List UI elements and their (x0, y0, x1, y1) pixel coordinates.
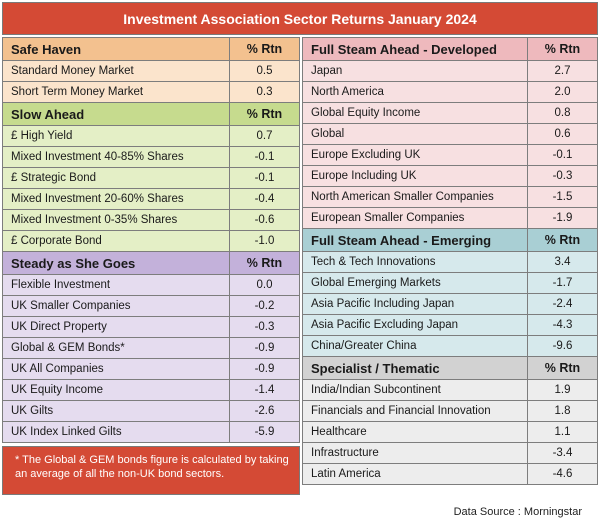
sector-name: £ Corporate Bond (3, 231, 230, 252)
left-sector-table (2, 37, 300, 443)
table-row (3, 275, 300, 296)
section-title: Safe Haven (3, 38, 230, 61)
sector-return: -0.2 (230, 296, 300, 317)
sector-return: -2.4 (528, 294, 598, 315)
sector-name: Global Emerging Markets (303, 273, 528, 294)
sector-name: UK All Companies (3, 359, 230, 380)
sector-name: Europe Including UK (303, 166, 528, 187)
sector-name: Healthcare (303, 422, 528, 443)
table-row (3, 338, 300, 359)
sector-return: 0.0 (230, 275, 300, 296)
sector-return: 0.5 (230, 61, 300, 82)
sector-name: Mixed Investment 20-60% Shares (3, 189, 230, 210)
table-row (303, 208, 598, 229)
sector-name: Tech & Tech Innovations (303, 252, 528, 273)
sector-name: £ Strategic Bond (3, 168, 230, 189)
sector-return: -0.4 (230, 189, 300, 210)
section-title: Slow Ahead (3, 103, 230, 126)
sector-name: North America (303, 82, 528, 103)
table-row (303, 336, 598, 357)
sector-return: -1.4 (230, 380, 300, 401)
sector-return: -1.5 (528, 187, 598, 208)
sector-return: 0.8 (528, 103, 598, 124)
section-header-safe (3, 38, 300, 61)
sector-name: Global Equity Income (303, 103, 528, 124)
table-row (3, 82, 300, 103)
table-row (3, 296, 300, 317)
table-row (303, 380, 598, 401)
table-row (303, 124, 598, 145)
table-row (3, 422, 300, 443)
sector-name: Asia Pacific Including Japan (303, 294, 528, 315)
right-column (302, 37, 598, 485)
table-row (303, 103, 598, 124)
sector-return: -0.3 (528, 166, 598, 187)
table-row (303, 422, 598, 443)
sector-return: -0.1 (528, 145, 598, 166)
sector-return: -1.7 (528, 273, 598, 294)
sector-name: China/Greater China (303, 336, 528, 357)
sector-return: 0.6 (528, 124, 598, 145)
table-row (303, 273, 598, 294)
sector-return: 0.7 (230, 126, 300, 147)
table-row (3, 189, 300, 210)
sector-name: Mixed Investment 40-85% Shares (3, 147, 230, 168)
table-row (3, 380, 300, 401)
sector-name: UK Index Linked Gilts (3, 422, 230, 443)
section-title: Steady as She Goes (3, 252, 230, 275)
sector-name: India/Indian Subcontinent (303, 380, 528, 401)
return-column-header: % Rtn (528, 229, 598, 252)
sector-return: 1.1 (528, 422, 598, 443)
sector-name: £ High Yield (3, 126, 230, 147)
sector-name: Asia Pacific Excluding Japan (303, 315, 528, 336)
sector-name: Standard Money Market (3, 61, 230, 82)
sector-return: -1.0 (230, 231, 300, 252)
sector-return: -2.6 (230, 401, 300, 422)
right-sector-table (302, 37, 598, 485)
sector-name: UK Smaller Companies (3, 296, 230, 317)
table-row (303, 187, 598, 208)
return-column-header: % Rtn (528, 38, 598, 61)
sector-return: -1.9 (528, 208, 598, 229)
return-column-header: % Rtn (528, 357, 598, 380)
table-row (303, 401, 598, 422)
data-source: Data Source : Morningstar (453, 506, 582, 518)
table-row (3, 210, 300, 231)
table-row (3, 147, 300, 168)
sector-name: Latin America (303, 464, 528, 485)
sector-name: Global (303, 124, 528, 145)
sector-name: Infrastructure (303, 443, 528, 464)
table-row (3, 359, 300, 380)
sector-name: Global & GEM Bonds* (3, 338, 230, 359)
sector-name: Short Term Money Market (3, 82, 230, 103)
section-title: Full Steam Ahead - Emerging (303, 229, 528, 252)
sector-return: -0.9 (230, 359, 300, 380)
section-header-steady (3, 252, 300, 275)
sector-name: UK Direct Property (3, 317, 230, 338)
section-title: Full Steam Ahead - Developed (303, 38, 528, 61)
table-row (3, 401, 300, 422)
table-row (303, 166, 598, 187)
table-row (3, 231, 300, 252)
sector-return: -5.9 (230, 422, 300, 443)
left-column (2, 37, 300, 495)
sector-return: -9.6 (528, 336, 598, 357)
section-header-slow (3, 103, 300, 126)
table-row (303, 294, 598, 315)
sector-name: Europe Excluding UK (303, 145, 528, 166)
sector-name: Financials and Financial Innovation (303, 401, 528, 422)
sector-return: 0.3 (230, 82, 300, 103)
footnote: * The Global & GEM bonds figure is calculated by taking an average of all the non-UK bond sectors. (2, 446, 300, 495)
sector-return: -0.6 (230, 210, 300, 231)
table-row (303, 315, 598, 336)
page-title: Investment Association Sector Returns January 2024 (2, 2, 598, 35)
table-row (303, 82, 598, 103)
return-column-header: % Rtn (230, 252, 300, 275)
table-row (3, 168, 300, 189)
sector-name: European Smaller Companies (303, 208, 528, 229)
sector-name: Flexible Investment (3, 275, 230, 296)
sector-return: 3.4 (528, 252, 598, 273)
section-header-spec (303, 357, 598, 380)
table-row (303, 61, 598, 82)
sector-return: 1.8 (528, 401, 598, 422)
sector-name: UK Gilts (3, 401, 230, 422)
section-header-dev (303, 38, 598, 61)
section-header-emg (303, 229, 598, 252)
sector-return: 2.0 (528, 82, 598, 103)
sector-return: 2.7 (528, 61, 598, 82)
sector-return: -4.3 (528, 315, 598, 336)
sector-return: -4.6 (528, 464, 598, 485)
sector-return: -0.1 (230, 168, 300, 189)
sector-return: -0.3 (230, 317, 300, 338)
sector-return: -0.9 (230, 338, 300, 359)
sector-name: Japan (303, 61, 528, 82)
return-column-header: % Rtn (230, 103, 300, 126)
return-column-header: % Rtn (230, 38, 300, 61)
table-row (3, 317, 300, 338)
table-row (303, 252, 598, 273)
table-row (303, 443, 598, 464)
table-row (303, 145, 598, 166)
section-title: Specialist / Thematic (303, 357, 528, 380)
sector-return: 1.9 (528, 380, 598, 401)
sector-name: UK Equity Income (3, 380, 230, 401)
table-row (3, 61, 300, 82)
table-row (3, 126, 300, 147)
sector-name: Mixed Investment 0-35% Shares (3, 210, 230, 231)
sector-name: North American Smaller Companies (303, 187, 528, 208)
sector-return: -3.4 (528, 443, 598, 464)
table-row (303, 464, 598, 485)
sector-return: -0.1 (230, 147, 300, 168)
